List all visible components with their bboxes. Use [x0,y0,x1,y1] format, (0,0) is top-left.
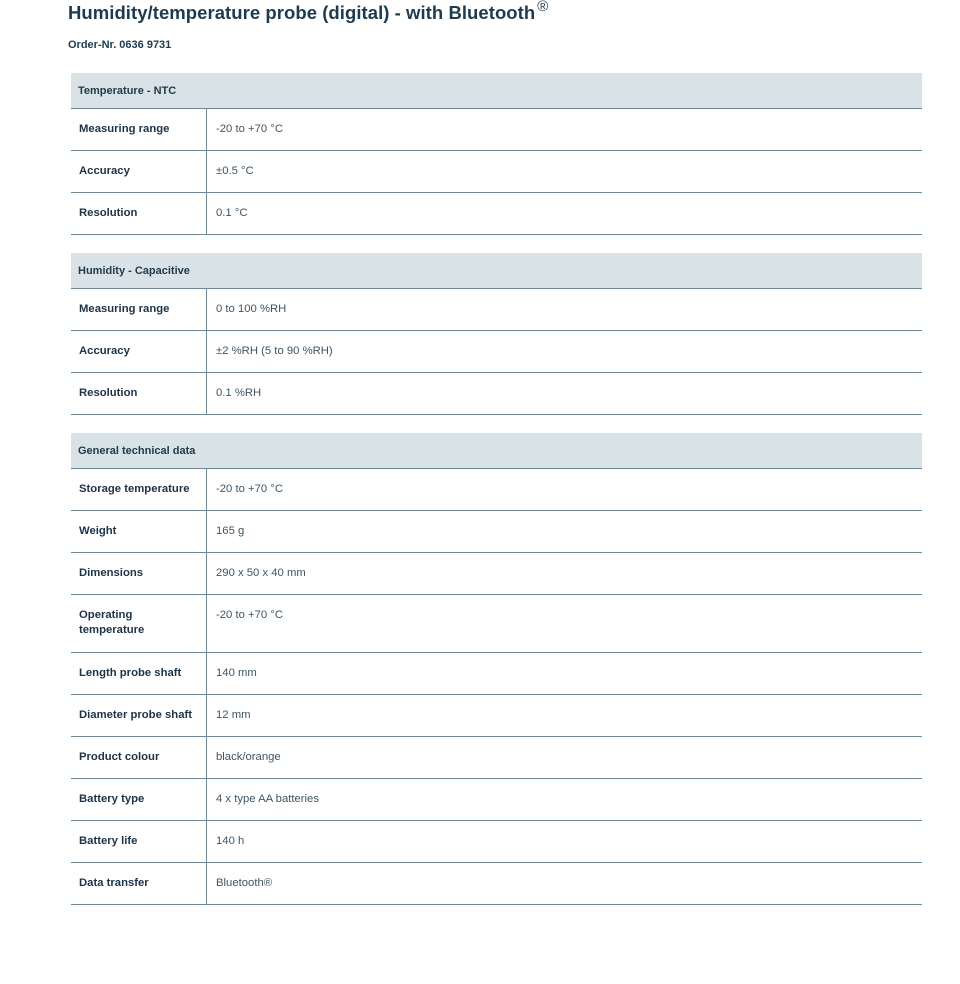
order-label: Order-Nr. [68,39,117,51]
spec-value: Bluetooth® [216,877,273,889]
spec-label: Length probe shaft [71,653,207,694]
section-general [71,433,922,905]
section-heading: Humidity - Capacitive [71,253,922,289]
spec-row [71,863,922,905]
spec-label: Resolution [71,373,207,414]
spec-value: 0.1 °C [216,207,248,219]
spec-label: Product colour [71,737,207,778]
spec-label: Data transfer [71,863,207,904]
spec-label: Dimensions [71,553,207,594]
spec-row [71,695,922,737]
spec-value: 140 h [216,835,245,847]
spec-row [71,737,922,779]
order-number-line [68,39,171,51]
spec-row [71,109,922,151]
spec-value: ±2 %RH (5 to 90 %RH) [216,345,333,357]
page-title-text: Humidity/temperature probe (digital) - with Bluetooth [68,2,536,23]
spec-row [71,331,922,373]
section-humidity [71,253,922,415]
spec-row [71,469,922,511]
spec-value: 165 g [216,525,245,537]
spec-row [71,193,922,235]
spec-label: Diameter probe shaft [71,695,207,736]
spec-row [71,653,922,695]
spec-row [71,289,922,331]
spec-label: Battery life [71,821,207,862]
order-number: 0636 9731 [119,39,172,51]
section-temperature [71,73,922,235]
spec-label: Storage temperature [71,469,207,510]
spec-row [71,553,922,595]
spec-value: 0 to 100 %RH [216,303,287,315]
spec-value: -20 to +70 °C [216,609,284,621]
spec-value: 4 x type AA batteries [216,793,319,805]
section-heading: Temperature - NTC [71,73,922,109]
spec-value: ±0.5 °C [216,165,254,177]
spec-label: Measuring range [71,289,207,330]
spec-label: Battery type [71,779,207,820]
spec-value: -20 to +70 °C [216,483,284,495]
spec-label: Operating temperature [71,595,207,652]
spec-sheet [71,73,922,923]
spec-label: Accuracy [71,331,207,372]
spec-value: 140 mm [216,667,257,679]
page-title [68,2,548,24]
spec-row [71,151,922,193]
section-heading: General technical data [71,433,922,469]
spec-row [71,779,922,821]
registered-mark: ® [537,0,549,15]
spec-value: 12 mm [216,709,251,721]
spec-label: Accuracy [71,151,207,192]
spec-value: 0.1 %RH [216,387,262,399]
spec-label: Measuring range [71,109,207,150]
spec-value: -20 to +70 °C [216,123,284,135]
spec-label: Resolution [71,193,207,234]
spec-label: Weight [71,511,207,552]
spec-value: black/orange [216,751,281,763]
spec-value: 290 x 50 x 40 mm [216,567,306,579]
spec-row [71,511,922,553]
spec-row [71,373,922,415]
spec-row [71,595,922,653]
spec-row [71,821,922,863]
